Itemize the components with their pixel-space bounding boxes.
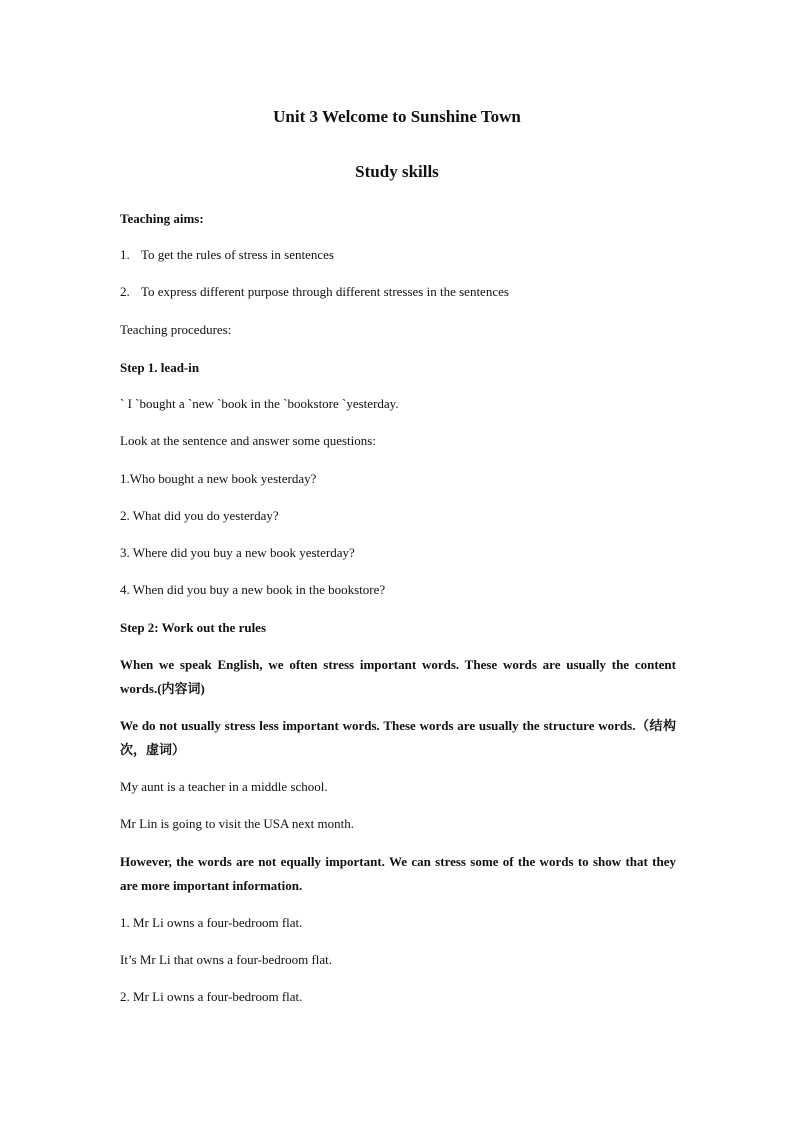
aim-number: 1. bbox=[120, 247, 130, 262]
rule-content-words: When we speak English, we often stress important words. These words are usually the content words.(内容词) bbox=[120, 657, 676, 696]
document-subtitle: Study skills bbox=[355, 162, 439, 181]
rule-structure-words: We do not usually stress less important words. These words are usually the structure words.（结构次，虚词） bbox=[120, 718, 676, 757]
aim-text: To express different purpose through different stresses in the sentences bbox=[141, 284, 509, 299]
emphasis-example-1: 1. Mr Li owns a four-bedroom flat. bbox=[120, 915, 303, 930]
question-3: 3. Where did you buy a new book yesterday? bbox=[120, 545, 355, 560]
step1-heading: Step 1. lead-in bbox=[120, 360, 200, 375]
aim-item-1 bbox=[120, 243, 676, 267]
step2-heading: Step 2: Work out the rules bbox=[120, 620, 267, 635]
aim-item-2 bbox=[120, 280, 676, 304]
stress-example-sentence: ` I `bought a `new `book in the `bookstore `yesterday. bbox=[120, 396, 399, 411]
emphasis-example-2: 2. Mr Li owns a four-bedroom flat. bbox=[120, 989, 303, 1004]
example-sentence-1: My aunt is a teacher in a middle school. bbox=[120, 779, 328, 794]
question-4: 4. When did you buy a new book in the bookstore? bbox=[120, 582, 386, 597]
rule-stress-emphasis: However, the words are not equally important. We can stress some of the words to show that they are more important information. bbox=[120, 854, 676, 893]
aim-number: 2. bbox=[120, 284, 130, 299]
document-title: Unit 3 Welcome to Sunshine Town bbox=[273, 107, 521, 126]
question-2: 2. What did you do yesterday? bbox=[120, 508, 279, 523]
aim-text: To get the rules of stress in sentences bbox=[141, 247, 334, 262]
procedures-heading: Teaching procedures: bbox=[120, 322, 232, 337]
emphasis-example-cleft: It’s Mr Li that owns a four-bedroom flat. bbox=[120, 952, 333, 967]
question-1: 1.Who bought a new book yesterday? bbox=[120, 471, 317, 486]
example-sentence-2: Mr Lin is going to visit the USA next month. bbox=[120, 816, 355, 831]
teaching-aims-heading: Teaching aims: bbox=[120, 211, 204, 226]
step1-instruction: Look at the sentence and answer some questions: bbox=[120, 433, 376, 448]
